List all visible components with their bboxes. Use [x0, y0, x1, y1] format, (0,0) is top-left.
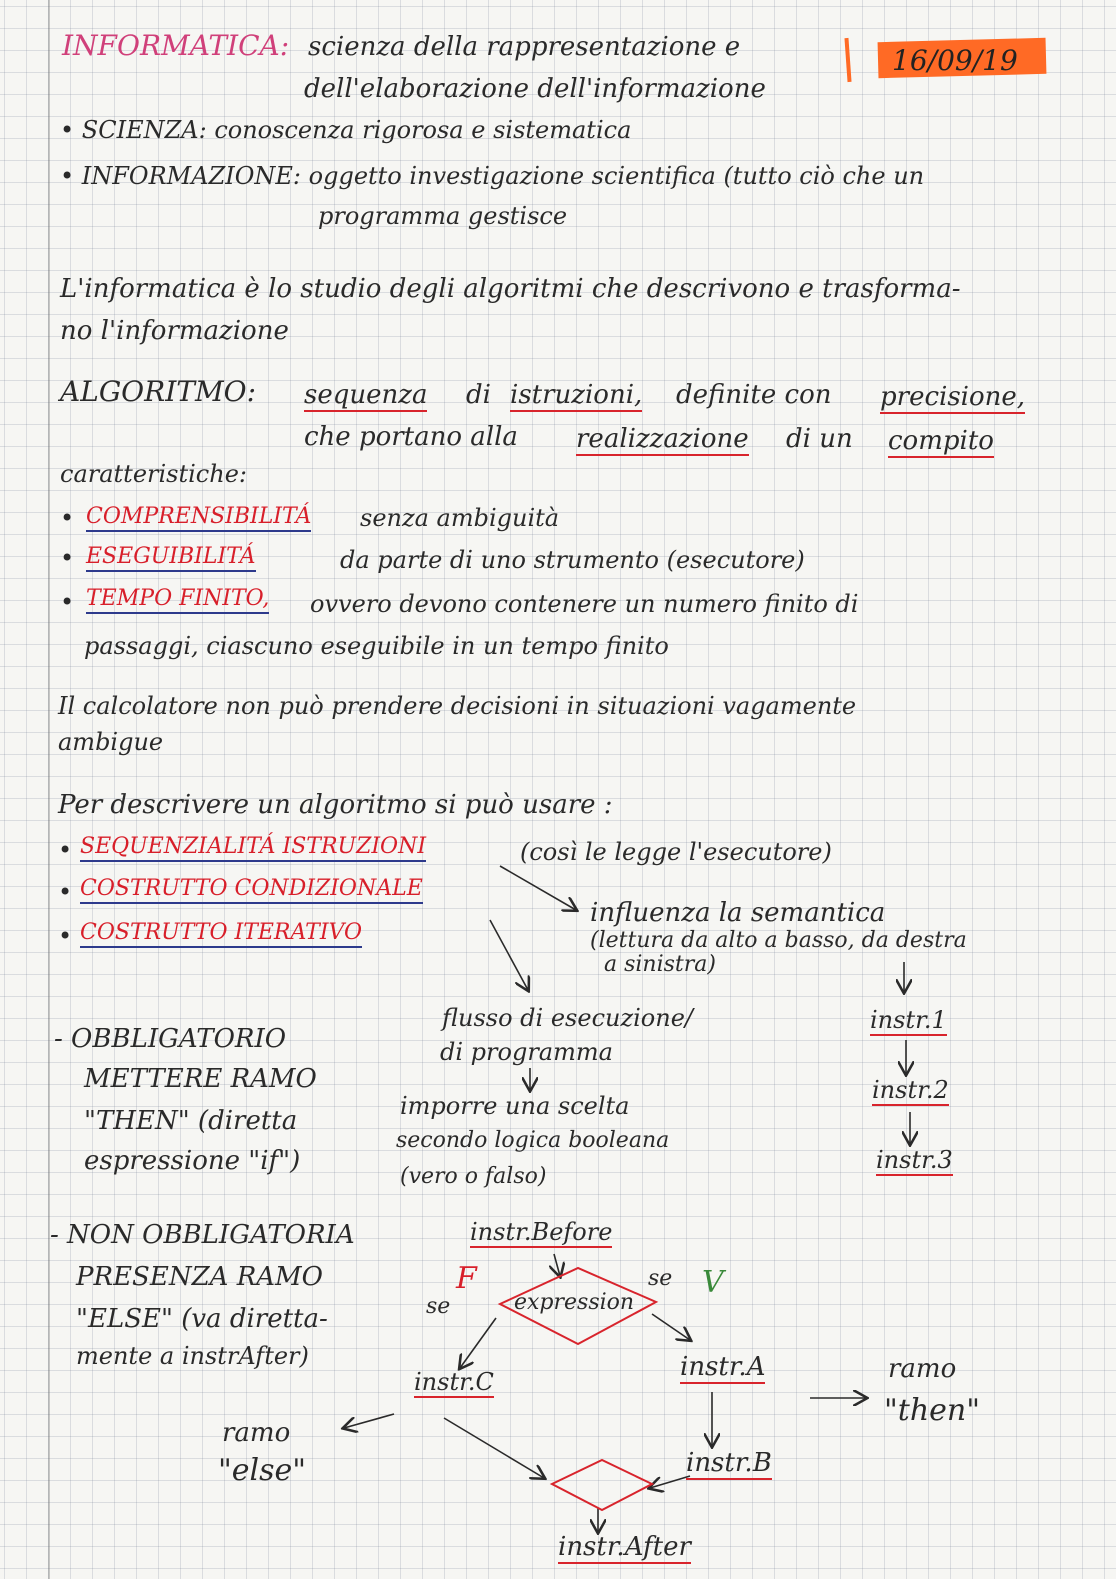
bullet-scienza: • SCIENZA: conoscenza rigorosa e sistematica — [60, 116, 632, 144]
bullet-informazione: • INFORMAZIONE: oggetto investigazione scientifica (tutto ciò che un — [60, 162, 925, 190]
arrow-to-influenza — [500, 866, 576, 910]
imporre-line-1: imporre una scelta — [400, 1092, 630, 1120]
flow-expression: expression — [514, 1290, 635, 1315]
algoritmo-di: di — [466, 380, 491, 410]
desc-3-term: COSTRUTTO ITERATIVO — [80, 922, 362, 948]
algoritmo-istruzioni: istruzioni, — [510, 380, 643, 410]
definition-line-2: dell'elaborazione dell'informazione — [304, 74, 766, 104]
imporre-line-3: (vero o falso) — [400, 1164, 547, 1189]
algoritmo-realizzazione: realizzazione — [576, 424, 749, 454]
ramo-then-2: "then" — [884, 1393, 981, 1428]
algoritmo-compito: compito — [888, 426, 994, 456]
flow-se-v-prefix: se — [648, 1266, 673, 1291]
desc-2-term: COSTRUTTO CONDIZIONALE — [80, 878, 423, 904]
arrow-to-ramo-else — [344, 1414, 394, 1428]
desc-1-bullet: • — [58, 836, 73, 864]
obbligatorio-line-3: "THEN" (diretta — [84, 1106, 298, 1136]
influenza-line-2: (lettura da alto a basso, da destra — [590, 928, 967, 953]
char-3-term: TEMPO FINITO, — [86, 588, 269, 614]
obbligatorio-line-4: espressione "if") — [84, 1146, 301, 1176]
desc-3-bullet: • — [58, 922, 73, 950]
obbligatorio-line-1: - OBBLIGATORIO — [54, 1024, 287, 1054]
notebook-margin-line — [48, 0, 50, 1579]
flow-instr-a: instr.A — [680, 1352, 766, 1382]
desc-2-bullet: • — [58, 878, 73, 906]
arrow-b-to-join — [650, 1476, 690, 1488]
flow-v-label: V — [702, 1265, 724, 1300]
ramo-else-1: ramo — [222, 1418, 291, 1448]
char-1-bullet: • — [60, 504, 75, 532]
calcolatore-line-1: Il calcolatore non può prendere decisioni in situazioni vagamente — [58, 692, 857, 720]
char-3-bullet: • — [60, 588, 75, 616]
flusso-line-1: flusso di esecuzione/ — [442, 1004, 693, 1032]
algoritmo-precisione: precisione, — [880, 382, 1026, 412]
ramo-else-2: "else" — [218, 1453, 307, 1488]
imporre-line-2: secondo logica booleana — [396, 1128, 670, 1153]
desc-1-term: SEQUENZIALITÁ ISTRUZIONI — [80, 836, 426, 862]
study-line-2: no l'informazione — [60, 316, 289, 346]
algoritmo-di-un: di un — [786, 424, 853, 454]
date: 16/09/19 — [892, 44, 1018, 77]
definition-line-1: scienza della rappresentazione e — [308, 32, 741, 62]
flow-f-label: F — [456, 1261, 477, 1296]
flow-se-f-prefix: se — [426, 1294, 451, 1319]
flow-instr-before: instr.Before — [470, 1218, 613, 1246]
algoritmo-sequenza: sequenza — [304, 380, 428, 410]
char-3-cont: passaggi, ciascuno eseguibile in un tempo finito — [84, 632, 669, 660]
arrow-expr-to-c — [460, 1318, 496, 1368]
ramo-then-1: ramo — [888, 1354, 957, 1384]
non-obbligatoria-line-3: "ELSE" (va diretta- — [76, 1304, 328, 1334]
caratteristiche-heading: caratteristiche: — [60, 460, 247, 488]
calcolatore-line-2: ambigue — [58, 728, 164, 756]
flow-instr-after: instr.After — [558, 1532, 691, 1562]
flow-instr-b: instr.B — [686, 1448, 772, 1478]
instr-seq-3: instr.3 — [876, 1146, 953, 1174]
flow-instr-c: instr.C — [414, 1368, 494, 1396]
flusso-line-2: di programma — [440, 1038, 613, 1066]
arrow-c-to-join — [444, 1418, 544, 1478]
join-diamond — [552, 1460, 652, 1510]
char-1-desc: senza ambiguità — [360, 504, 560, 532]
non-obbligatoria-line-2: PRESENZA RAMO — [76, 1262, 323, 1292]
non-obbligatoria-line-1: - NON OBBLIGATORIA — [50, 1220, 355, 1250]
algoritmo-label: ALGORITMO: — [60, 375, 257, 408]
arrow-before-to-expr — [554, 1254, 560, 1276]
influenza-line-3: a sinistra) — [604, 952, 716, 977]
instr-seq-1: instr.1 — [870, 1006, 947, 1034]
arrow-expr-to-a — [652, 1314, 690, 1340]
page-mark — [844, 38, 851, 82]
char-1-term: COMPRENSIBILITÁ — [86, 506, 311, 532]
influenza-line-1: influenza la semantica — [590, 898, 886, 928]
char-2-desc: da parte di uno strumento (esecutore) — [340, 546, 805, 574]
char-3-desc: ovvero devono contenere un numero finito di — [310, 590, 859, 618]
desc-1-note: (così le legge l'esecutore) — [520, 838, 832, 866]
obbligatorio-line-2: METTERE RAMO — [84, 1064, 317, 1094]
title-informatica: INFORMATICA: — [62, 29, 290, 62]
descrivere-intro: Per descrivere un algoritmo si può usare : — [58, 790, 613, 820]
algoritmo-che-portano: che portano alla — [304, 422, 518, 452]
char-2-term: ESEGUIBILITÁ — [86, 546, 256, 572]
bullet-informazione-cont: programma gestisce — [318, 202, 568, 230]
arrow-to-flusso — [490, 920, 528, 990]
instr-seq-2: instr.2 — [872, 1076, 949, 1104]
char-2-bullet: • — [60, 544, 75, 572]
study-line-1: L'informatica è lo studio degli algoritmi che descrivono e trasforma- — [60, 274, 961, 304]
non-obbligatoria-line-4: mente a instrAfter) — [76, 1342, 309, 1370]
algoritmo-definite: definite con — [676, 380, 832, 410]
